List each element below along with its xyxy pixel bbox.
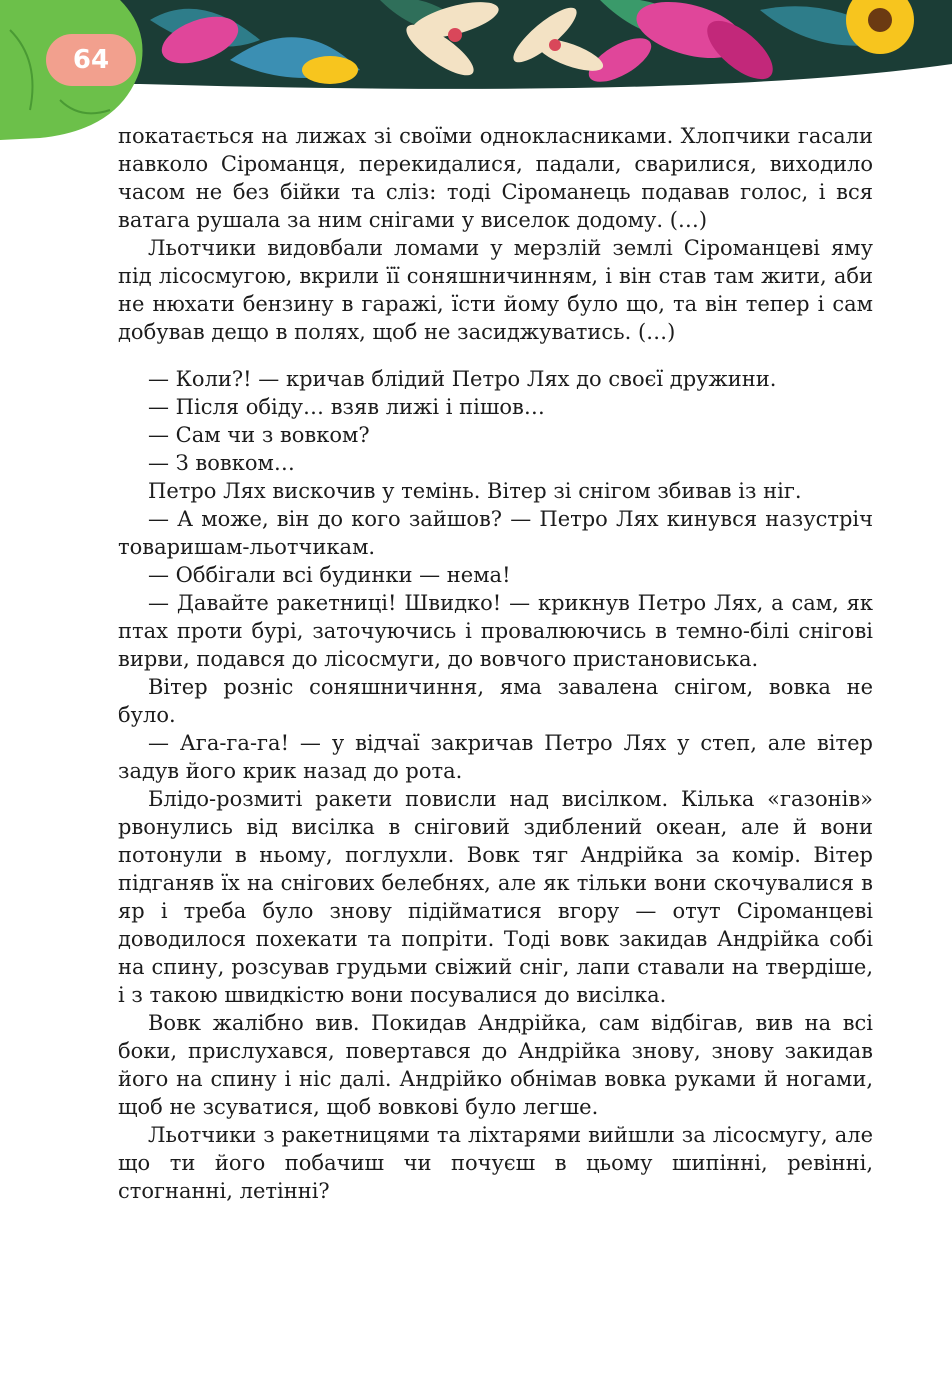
page-number: 64 [46, 34, 136, 86]
dialogue-line: — А може, він до кого зайшов? — Петро Лях кинувся назустріч товаришам-льотчикам. [118, 507, 873, 559]
paragraph: Вовк жалібно вив. Покидав Андрійка, сам відбігав, вив на всі боки, прислухався, повертався до Андрійка знову, знову закидав його на спину і ніс далі. Андрійко обнімав вовка руками й ногами, щоб не зсуватися, щоб вовкові було легше. [118, 1011, 873, 1119]
story-text [118, 122, 873, 1205]
floral-header-banner [0, 0, 952, 140]
dialogue-line: — Після обіду… взяв лижі і пішов… [148, 395, 545, 419]
dialogue-line: — Оббігали всі будинки — нема! [148, 563, 511, 587]
paragraph: Льотчики з ракетницями та ліхтарями вийшли за лісосмугу, але що ти його побачиш чи почуєш в цьому шипінні, ревінні, стогнанні, летінні? [118, 1123, 873, 1203]
dialogue-line: — З вовком… [148, 451, 295, 475]
dialogue-line: — Коли?! — кричав блідий Петро Лях до своєї дружини. [148, 367, 777, 391]
paragraph: Петро Лях вискочив у темінь. Вітер зі снігом збивав із ніг. [148, 479, 802, 503]
paragraph: Льотчики видовбали ломами у мерзлій землі Сіроманцеві яму під лісосмугою, вкрили її соняшничинням, і він став там жити, аби не нюхати бензину в гаражі, їсти йому було що, та він тепер і сам добував дещо в полях, щоб не засиджуватись. (…) [118, 236, 873, 344]
paragraph: Блідо-розмиті ракети повисли над висілком. Кілька «газонів» рвонулись від висілка в сніговий здиблений океан, але й вони потонули в ньому, поглухли. Вовк тяг Андрійка за комір. Вітер підганяв їх на снігових белебнях, але як тільки вони скочувалися в яр і треба було знову підійматися вгору — отут Сіроманцеві доводилося похекати та попріти. Тоді вовк закидав Андрійка собі на спину, розсував грудьми свіжий сніг, лапи ставали на твердіше, і з такою швидкістю вони посувалися до висілка. [118, 787, 873, 1007]
paragraph: Вітер розніс соняшничиння, яма завалена снігом, вовка не було. [118, 675, 873, 727]
dialogue-line: — Давайте ракетниці! Швидко! — крикнув Петро Лях, а сам, як птах проти бурі, заточуючись і провалюючись в темно-білі снігові вирви, подався до лісосмуги, до вовчого пристановиська. [118, 591, 873, 671]
paragraph: покатається на лижах зі своїми однокласниками. Хлопчики гасали навколо Сіроманця, перекидалися, падали, сварилися, виходило часом не без бійки та сліз: тоді Сіроманець подавав голос, і вся ватага рушала за ним снігами у виселок додому. (…) [118, 124, 873, 232]
dialogue-line: — Ага-га-га! — у відчаї закричав Петро Лях у степ, але вітер задув його крик назад до рота. [118, 731, 873, 783]
floral-illustration [0, 0, 952, 140]
dialogue-line: — Сам чи з вовком? [148, 423, 370, 447]
